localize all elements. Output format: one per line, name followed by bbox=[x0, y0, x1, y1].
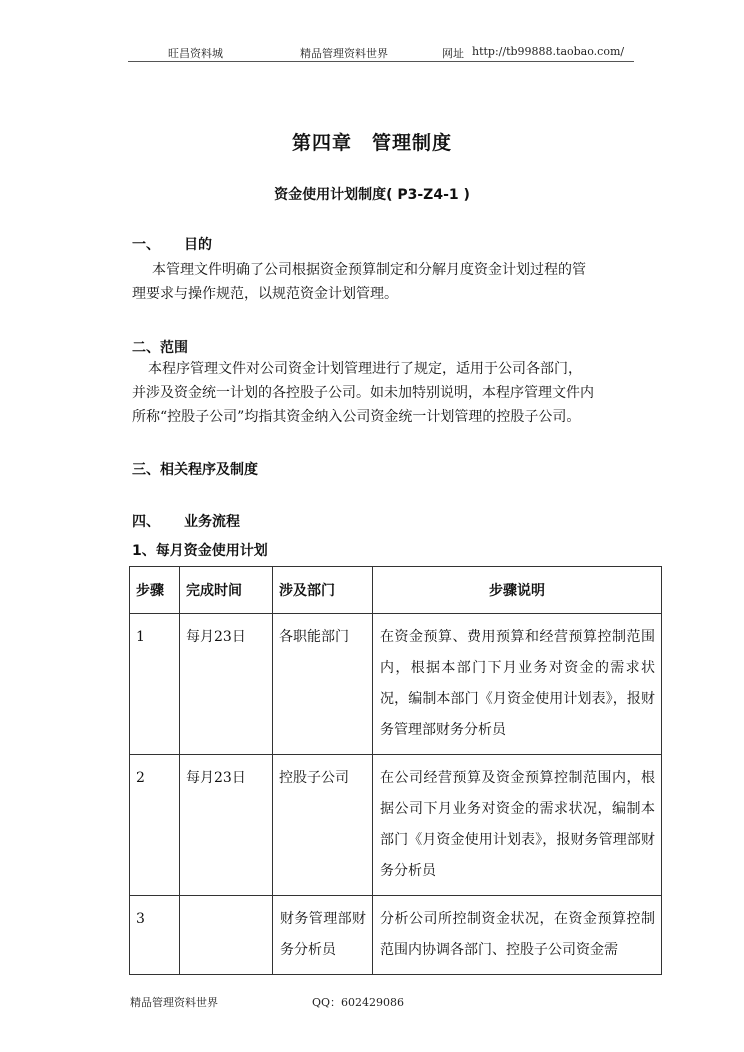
section-flow-title: 业务流程 bbox=[184, 514, 240, 530]
steps-table bbox=[129, 566, 662, 975]
table-row bbox=[130, 755, 662, 896]
header-site-name: 精品管理资料世界 bbox=[300, 47, 388, 60]
table-row bbox=[130, 896, 662, 975]
header-time: 完成时间 bbox=[180, 567, 273, 614]
section-purpose-number: 一、 bbox=[132, 237, 160, 253]
table-header-row bbox=[130, 567, 662, 614]
footer-qq: QQ：602429086 bbox=[312, 996, 405, 1009]
section-flow-heading bbox=[132, 511, 240, 531]
paragraph-line: 并涉及资金统一计划的各控股子公司。如未加特别说明，本程序管理文件内 bbox=[132, 385, 594, 401]
header-dept: 涉及部门 bbox=[273, 567, 373, 614]
cell-description: 在资金预算、费用预算和经营预算控制范围内，根据本部门下月业务对资金的需求状况，编制本部门《月资金使用计划表》，报财务管理部财务分析员 bbox=[373, 614, 662, 755]
cell-dept: 各职能部门 bbox=[273, 614, 373, 755]
paragraph-line: 理要求与操作规范，以规范资金计划管理。 bbox=[132, 286, 398, 302]
header-shop-name: 旺昌资料城 bbox=[168, 47, 223, 60]
header-url: http://tb99888.taobao.com/ bbox=[472, 45, 625, 58]
page-header bbox=[128, 44, 634, 62]
cell-time: 每月23日 bbox=[180, 755, 273, 896]
cell-step: 3 bbox=[130, 896, 180, 975]
header-url-label: 网址 bbox=[442, 47, 464, 60]
header-step: 步骤 bbox=[130, 567, 180, 614]
cell-step: 1 bbox=[130, 614, 180, 755]
cell-dept: 财务管理部财务分析员 bbox=[273, 896, 373, 975]
section-purpose-body bbox=[132, 258, 632, 306]
footer-site-name: 精品管理资料世界 bbox=[130, 996, 218, 1009]
cell-time: 每月23日 bbox=[180, 614, 273, 755]
paragraph-line: 本管理文件明确了公司根据资金预算制定和分解月度资金计划过程的管 bbox=[152, 262, 586, 278]
section-scope-heading: 二、范围 bbox=[132, 340, 188, 356]
section-scope-body bbox=[132, 357, 632, 429]
subsection-monthly-heading: 1、每月资金使用计划 bbox=[132, 543, 268, 559]
section-flow-number: 四、 bbox=[132, 514, 160, 530]
section-purpose-title: 目的 bbox=[184, 237, 212, 253]
cell-step: 2 bbox=[130, 755, 180, 896]
cell-time bbox=[180, 896, 273, 975]
section-related-heading: 三、相关程序及制度 bbox=[132, 462, 258, 478]
paragraph-line: 所称“控股子公司”均指其资金纳入公司资金统一计划管理的控股子公司。 bbox=[132, 409, 581, 425]
paragraph-line: 本程序管理文件对公司资金计划管理进行了规定，适用于公司各部门， bbox=[148, 361, 582, 377]
document-subtitle: 资金使用计划制度( P3-Z4-1 ) bbox=[274, 187, 470, 203]
cell-description: 在公司经营预算及资金预算控制范围内，根据公司下月业务对资金的需求状况，编制本部门《月资金使用计划表》，报财务管理部财务分析员 bbox=[373, 755, 662, 896]
cell-dept: 控股子公司 bbox=[273, 755, 373, 896]
section-purpose-heading bbox=[132, 234, 212, 254]
table-row bbox=[130, 614, 662, 755]
header-description: 步骤说明 bbox=[373, 567, 662, 614]
chapter-title: 第四章 管理制度 bbox=[291, 132, 452, 154]
cell-description: 分析公司所控制资金状况，在资金预算控制范围内协调各部门、控股子公司资金需 bbox=[373, 896, 662, 975]
